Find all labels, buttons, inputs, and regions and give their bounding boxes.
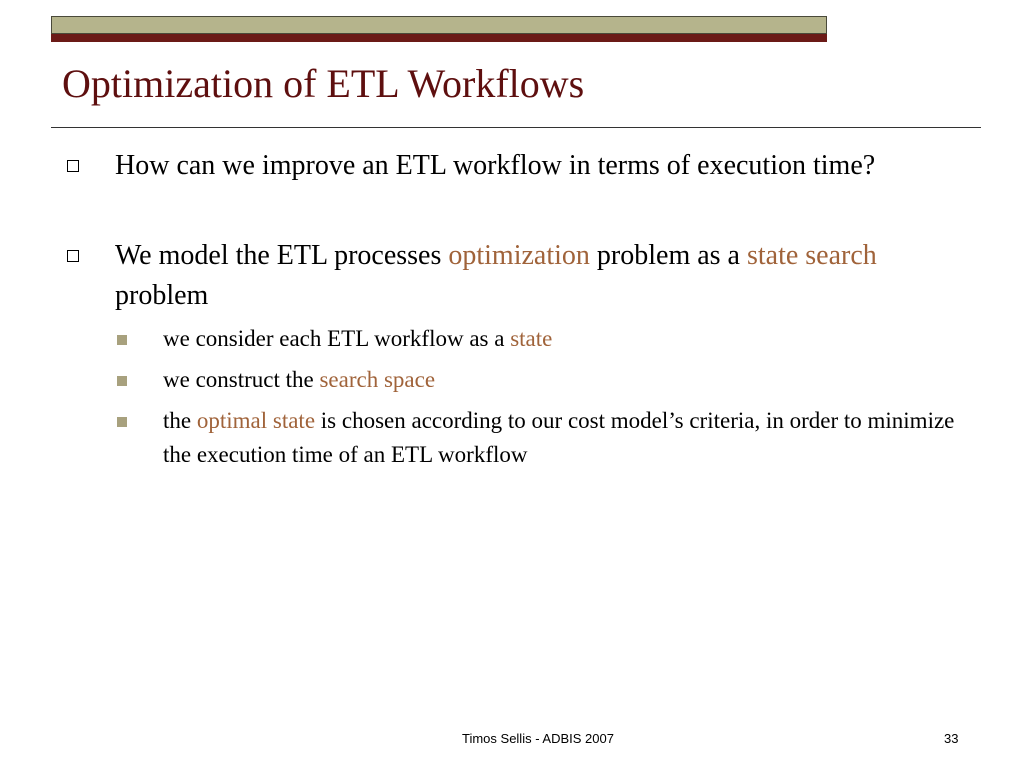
sub-bullet-2-text (163, 363, 963, 397)
header-bar-dark (51, 34, 827, 42)
bullet-2-part3: problem (115, 280, 209, 311)
page-number: 33 (944, 731, 959, 746)
sub-bullet-3-pre: the (163, 408, 197, 433)
slide-title: Optimization of ETL Workflows (62, 61, 585, 106)
header-bar-light (51, 16, 827, 34)
sub-bullet-1-pre: we consider each ETL workflow as a (163, 326, 511, 351)
filled-square-bullet-icon (117, 376, 127, 386)
filled-square-bullet-icon (117, 335, 127, 345)
sub-bullet-1-highlight: state (510, 326, 553, 351)
slide-footer: Timos Sellis - ADBIS 2007 (462, 731, 614, 746)
bullet-2-part2: problem as a (589, 240, 747, 271)
sub-bullet-3-text (163, 404, 963, 472)
hollow-square-bullet-icon (67, 160, 79, 172)
title-divider (51, 127, 981, 128)
sub-bullet-3-post: is chosen according to our cost model’s criteria, in order to minimize the execution time of an ETL workflow (163, 408, 955, 467)
bullet-2-highlight-state-search: state search (746, 240, 877, 271)
bullet-2-text (115, 236, 965, 316)
sub-bullet-3-highlight: optimal state (196, 408, 316, 433)
filled-square-bullet-icon (117, 417, 127, 427)
bullet-1-text: How can we improve an ETL workflow in terms of execution time? (115, 150, 876, 181)
hollow-square-bullet-icon (67, 250, 79, 262)
bullet-2-part1: We model the ETL processes (115, 240, 449, 271)
sub-bullet-2-highlight: search space (319, 367, 436, 392)
sub-bullet-1-text (163, 322, 963, 356)
bullet-2-highlight-optimization: optimization (448, 240, 590, 271)
sub-bullet-2-pre: we construct the (163, 367, 320, 392)
